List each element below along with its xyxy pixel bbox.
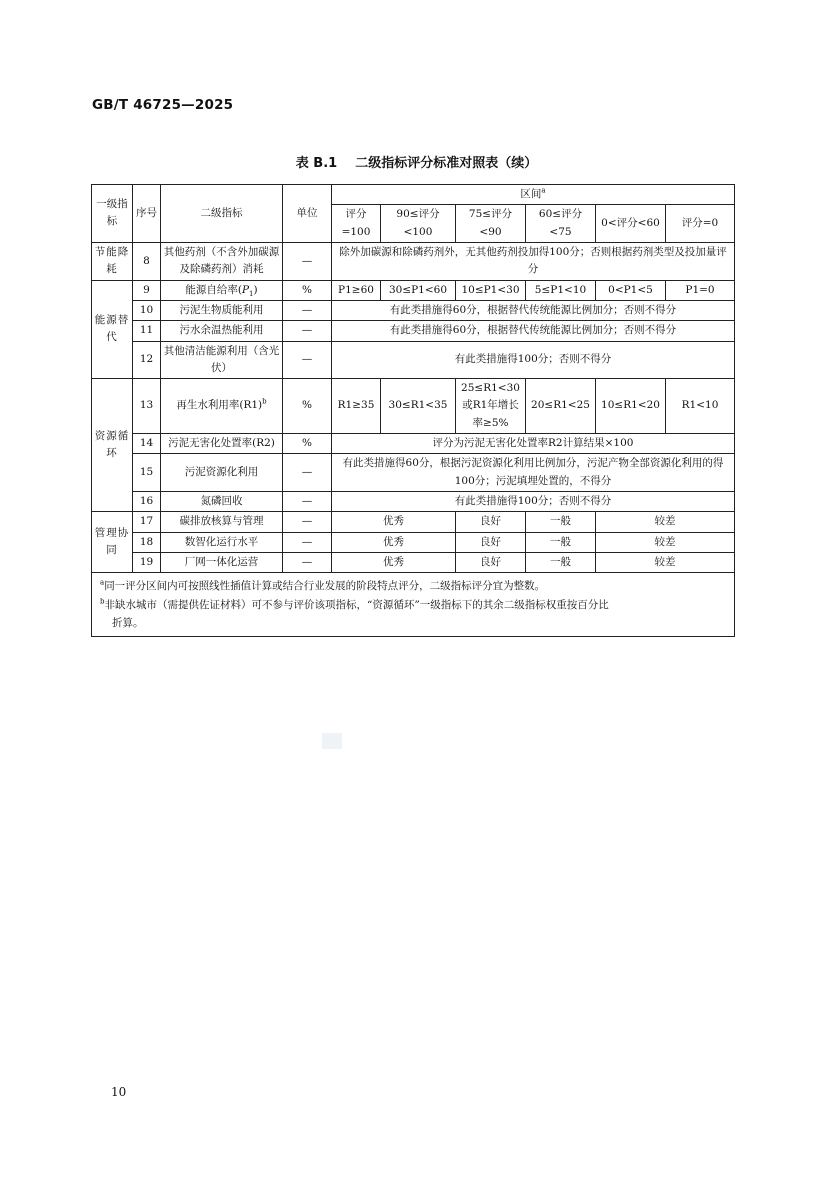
header-unit: 单位: [283, 185, 332, 243]
score-cell: 20≤R1<25: [526, 379, 596, 434]
indicator-name: 污泥资源化利用: [161, 454, 283, 492]
grade-poor: 较差: [596, 552, 735, 572]
grade-good: 良好: [456, 552, 526, 572]
header-level2: 二级指标: [161, 185, 283, 243]
category-resource: 资源循环: [92, 379, 133, 512]
unit-cell: %: [283, 280, 332, 300]
seq-cell: 8: [133, 242, 161, 280]
note-b-continued: 折算。: [112, 617, 144, 629]
indicator-name: 污泥无害化处置率(R2): [161, 434, 283, 454]
category-energy: 能源替代: [92, 280, 133, 379]
unit-cell: —: [283, 300, 332, 320]
header-row-1: [92, 185, 735, 205]
indicator-name: 污水余温热能利用: [161, 321, 283, 341]
table-row: [92, 492, 735, 512]
score-cell: 10≤R1<20: [596, 379, 666, 434]
score-cell: P1≥60: [332, 280, 381, 300]
unit-cell: —: [283, 454, 332, 492]
seq-cell: 11: [133, 321, 161, 341]
score-cell: 25≤R1<30或R1年增长率≥5%: [456, 379, 526, 434]
watermark-stamp: [322, 733, 342, 749]
grade-excellent: 优秀: [332, 532, 456, 552]
indicator-name: 数智化运行水平: [161, 532, 283, 552]
page-number: 10: [111, 1085, 127, 1099]
band-1: 评分=100: [332, 205, 381, 243]
score-cell: 30≤R1<35: [381, 379, 456, 434]
seq-cell: 17: [133, 512, 161, 532]
table-row: [92, 379, 735, 434]
indicator-name: 碳排放核算与管理: [161, 512, 283, 532]
score-cell: 5≤P1<10: [526, 280, 596, 300]
name-var: P: [241, 283, 250, 296]
grade-fair: 一般: [526, 552, 596, 572]
grade-excellent: 优秀: [332, 552, 456, 572]
unit-cell: %: [283, 379, 332, 434]
header-interval: [332, 185, 735, 205]
grade-poor: 较差: [596, 512, 735, 532]
table-row: [92, 280, 735, 300]
table-title: 二级指标评分标准对照表（续）: [355, 156, 538, 171]
indicator-name: 其他药剂（不含外加碳源及除磷药剂）消耗: [161, 242, 283, 280]
table-row: [92, 242, 735, 280]
unit-cell: —: [283, 341, 332, 379]
grade-poor: 较差: [596, 532, 735, 552]
band-2: 90≤评分<100: [381, 205, 456, 243]
standard-code: GB/T 46725—2025: [92, 97, 234, 113]
note-a-text: 同一评分区间内可按照线性插值计算或结合行业发展的阶段特点评分，二级指标评分宜为整数。: [104, 580, 546, 593]
indicator-name: 污泥生物质能利用: [161, 300, 283, 320]
notes-row: [92, 573, 735, 637]
unit-cell: %: [283, 434, 332, 454]
table-row: [92, 512, 735, 532]
footnote-mark-b: b: [262, 397, 267, 406]
rule-text: 有此类措施得100分；否则不得分: [332, 341, 735, 379]
score-cell: 0<P1<5: [596, 280, 666, 300]
table-caption: [0, 152, 833, 171]
table-row: [92, 321, 735, 341]
grade-excellent: 优秀: [332, 512, 456, 532]
name-main: 再生水利用率(R1): [176, 399, 263, 412]
rule-text: 评分为污泥无害化处置率R2计算结果×100: [332, 434, 735, 454]
seq-cell: 19: [133, 552, 161, 572]
table-row: [92, 341, 735, 379]
indicator-name: 其他清洁能源利用（含光伏）: [161, 341, 283, 379]
score-cell: R1≥35: [332, 379, 381, 434]
note-b: [100, 596, 726, 614]
unit-cell: —: [283, 532, 332, 552]
rule-text: 有此类措施得100分；否则不得分: [332, 492, 735, 512]
table-number: 表 B.1: [295, 156, 338, 171]
score-cell: 10≤P1<30: [456, 280, 526, 300]
table-row: [92, 300, 735, 320]
indicator-name: 氮磷回收: [161, 492, 283, 512]
note-b-mark: b: [100, 597, 105, 606]
seq-cell: 12: [133, 341, 161, 379]
header-level1: 一级指标: [92, 185, 133, 243]
table-row: [92, 454, 735, 492]
seq-cell: 10: [133, 300, 161, 320]
note-a-mark: a: [100, 578, 105, 587]
category-saving: 节能降耗: [92, 242, 133, 280]
seq-cell: 15: [133, 454, 161, 492]
name-sub: 1: [249, 289, 254, 298]
grade-fair: 一般: [526, 532, 596, 552]
name-main: 能源自给率(: [185, 283, 242, 296]
rule-text: 有此类措施得60分，根据污泥资源化利用比例加分，污泥产物全部资源化利用的得100分；污泥填埋处置的，不得分: [332, 454, 735, 492]
category-management: 管理协同: [92, 512, 133, 573]
score-cell: P1=0: [666, 280, 735, 300]
table-notes: [92, 573, 735, 637]
band-4: 60≤评分<75: [526, 205, 596, 243]
seq-cell: 14: [133, 434, 161, 454]
note-b-text: 非缺水城市（需提供佐证材料）可不参与评价该项指标，“资源循环”一级指标下的其余二级指标权重按百分比: [104, 598, 609, 611]
rule-text: 有此类措施得60分，根据替代传统能源比例加分；否则不得分: [332, 321, 735, 341]
rule-text: 除外加碳源和除磷药剂外，无其他药剂投加得100分；否则根据药剂类型及投加量评分: [332, 242, 735, 280]
seq-cell: 16: [133, 492, 161, 512]
rule-text: 有此类措施得60分，根据替代传统能源比例加分；否则不得分: [332, 300, 735, 320]
interval-label: 区间: [520, 188, 542, 200]
grade-good: 良好: [456, 512, 526, 532]
seq-cell: 13: [133, 379, 161, 434]
unit-cell: —: [283, 552, 332, 572]
band-3: 75≤评分<90: [456, 205, 526, 243]
grade-good: 良好: [456, 532, 526, 552]
indicator-name: [161, 280, 283, 300]
table-row: [92, 552, 735, 572]
table-row: [92, 532, 735, 552]
indicator-name: [161, 379, 283, 434]
grade-fair: 一般: [526, 512, 596, 532]
interval-footnote-mark: a: [541, 186, 546, 195]
unit-cell: —: [283, 321, 332, 341]
table-row: [92, 434, 735, 454]
band-5: 0<评分<60: [596, 205, 666, 243]
score-cell: 30≤P1<60: [381, 280, 456, 300]
indicator-name: 厂网一体化运营: [161, 552, 283, 572]
unit-cell: —: [283, 242, 332, 280]
unit-cell: —: [283, 512, 332, 532]
name-end: ): [253, 283, 258, 296]
seq-cell: 9: [133, 280, 161, 300]
score-cell: R1<10: [666, 379, 735, 434]
band-6: 评分=0: [666, 205, 735, 243]
note-a: [100, 577, 726, 595]
header-seq: 序号: [133, 185, 161, 243]
scoring-table: [91, 184, 735, 637]
unit-cell: —: [283, 492, 332, 512]
seq-cell: 18: [133, 532, 161, 552]
